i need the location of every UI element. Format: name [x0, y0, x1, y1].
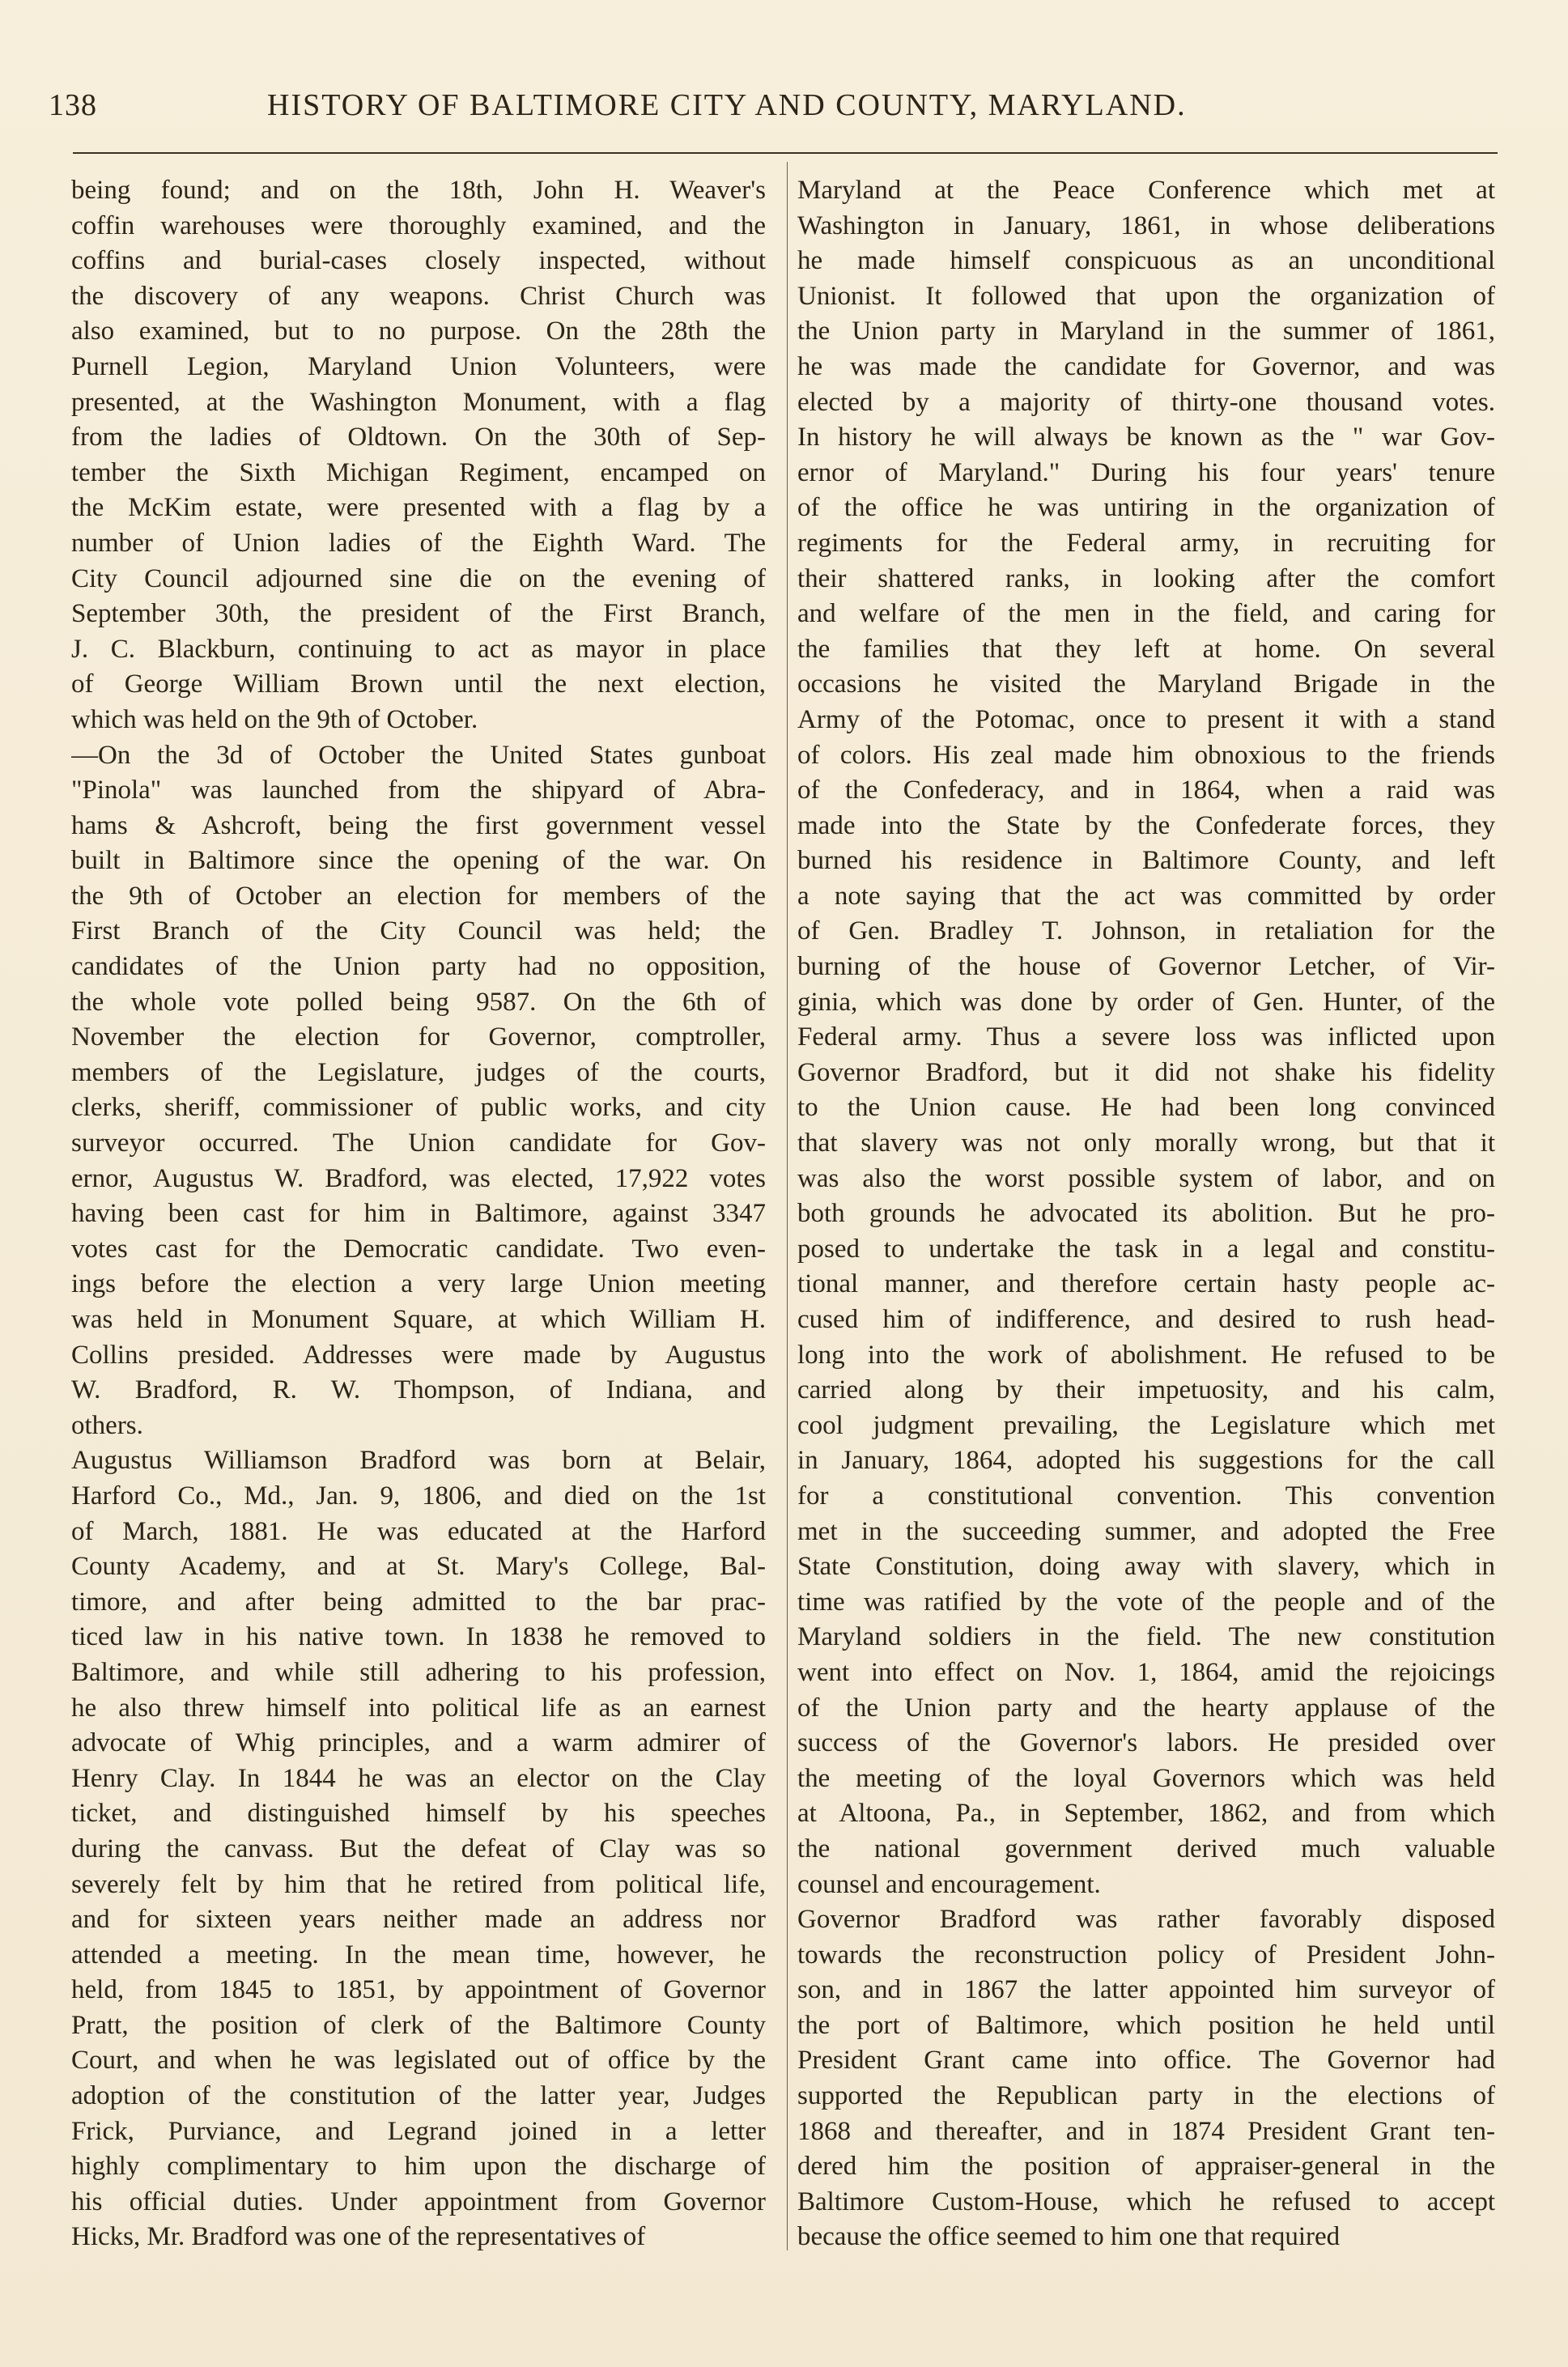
text-line: having been cast for him in Baltimore, against 3347	[71, 1199, 766, 1229]
text-line: clerks, sheriff, commissioner of public works, and city	[71, 1093, 766, 1123]
text-line: of colors. His zeal made him obnoxious to the friends	[797, 740, 1495, 770]
text-line: he made himself conspicuous as an unconditional	[797, 246, 1495, 276]
text-line: met in the succeeding summer, and adopted the Free	[797, 1516, 1495, 1546]
text-line: Governor Bradford, but it did not shake his fidelity	[797, 1057, 1495, 1087]
text-line: Maryland at the Peace Conference which met at	[797, 176, 1495, 205]
text-line: Federal army. Thus a severe loss was inflicted upon	[797, 1022, 1495, 1052]
text-line: ernor of Maryland." During his four years' tenure	[797, 457, 1495, 487]
text-line: the meeting of the loyal Governors which was held	[797, 1763, 1495, 1793]
text-line: because the office seemed to him one that required	[797, 2222, 1341, 2252]
text-line: adoption of the constitution of the latter year, Judges	[71, 2081, 766, 2111]
text-line: held, from 1845 to 1851, by appointment of Governor	[71, 1975, 766, 2005]
text-line: tember the Sixth Michigan Regiment, encamped on	[71, 457, 766, 487]
text-line: of the office he was untiring in the organization of	[797, 493, 1495, 523]
text-line: Augustus Williamson Bradford was born at Belair,	[71, 1446, 766, 1476]
text-line: President Grant came into office. The Governor had	[797, 2046, 1495, 2076]
text-line: supported the Republican party in the elections of	[797, 2081, 1495, 2111]
text-line: that slavery was not only morally wrong, but that it	[797, 1128, 1495, 1158]
text-line: the Union party in Maryland in the summer of 1861,	[797, 317, 1495, 346]
text-line: State Constitution, doing away with slavery, which in	[797, 1552, 1495, 1582]
text-line: surveyor occurred. The Union candidate for Gov-	[71, 1128, 766, 1158]
text-line: County Academy, and at St. Mary's College, Bal-	[71, 1552, 766, 1582]
text-line: attended a meeting. In the mean time, however, he	[71, 1940, 766, 1970]
text-line: severely felt by him that he retired from political life,	[71, 1869, 766, 1899]
text-line: the McKim estate, were presented with a flag by a	[71, 493, 766, 523]
text-line: long into the work of abolishment. He refused to be	[797, 1340, 1495, 1370]
text-line: ernor, Augustus W. Bradford, was elected, 17,922 votes	[71, 1163, 766, 1193]
text-line: coffins and burial-cases closely inspected, without	[71, 246, 766, 276]
text-line: cool judgment prevailing, the Legislature which met	[797, 1410, 1495, 1440]
running-head	[49, 87, 1506, 136]
text-line: counsel and encouragement.	[797, 1869, 1101, 1899]
text-line: Maryland soldiers in the field. The new constitution	[797, 1622, 1495, 1652]
text-line: the national government derived much valuable	[797, 1834, 1495, 1863]
text-line: tional manner, and therefore certain hasty people ac-	[797, 1269, 1495, 1299]
text-line: ticket, and distinguished himself by his speeches	[71, 1799, 766, 1829]
text-line: ings before the election a very large Union meeting	[71, 1269, 766, 1299]
text-line: both grounds he advocated its abolition. But he pro-	[797, 1199, 1495, 1229]
text-line: regiments for the Federal army, in recruiting for	[797, 528, 1495, 558]
text-line: highly complimentary to him upon the discharge of	[71, 2152, 766, 2182]
text-line: hams & Ashcroft, being the first government vessel	[71, 810, 766, 840]
text-line: success of the Governor's labors. He presided over	[797, 1728, 1495, 1758]
text-line: burned his residence in Baltimore County, and left	[797, 846, 1495, 876]
text-line: Unionist. It followed that upon the organization of	[797, 281, 1495, 311]
text-line: ginia, which was done by order of Gen. Hunter, of the	[797, 987, 1495, 1017]
text-line: son, and in 1867 the latter appointed him surveyor of	[797, 1975, 1495, 2005]
text-line: the whole vote polled being 9587. On the 6th of	[71, 987, 766, 1017]
text-line: Purnell Legion, Maryland Union Volunteers, were	[71, 351, 766, 381]
text-line: he also threw himself into political life as an earnest	[71, 1693, 766, 1723]
text-line: a note saying that the act was committed by order	[797, 881, 1495, 911]
text-line: In history he will always be known as the " war Gov-	[797, 423, 1495, 453]
text-line: at Altoona, Pa., in September, 1862, and from which	[797, 1799, 1495, 1829]
text-line: and welfare of the men in the field, and caring for	[797, 599, 1495, 629]
text-line: elected by a majority of thirty-one thousand votes.	[797, 387, 1495, 417]
text-line: of the Confederacy, and in 1864, when a raid was	[797, 776, 1495, 805]
text-line: Baltimore, and while still adhering to his profession,	[71, 1657, 766, 1687]
text-line: was held in Monument Square, at which William H.	[71, 1305, 766, 1334]
text-line: of March, 1881. He was educated at the Harford	[71, 1516, 766, 1546]
text-line: Henry Clay. In 1844 he was an elector on the Clay	[71, 1763, 766, 1793]
text-line: time was ratified by the vote of the people and of the	[797, 1587, 1495, 1617]
text-line: of Gen. Bradley T. Johnson, in retaliation for the	[797, 916, 1495, 946]
text-line: members of the Legislature, judges of the courts,	[71, 1057, 766, 1087]
text-line: number of Union ladies of the Eighth Ward. The	[71, 528, 766, 558]
text-line: Hicks, Mr. Bradford was one of the representatives of	[71, 2222, 646, 2252]
text-line: during the canvass. But the defeat of Clay was so	[71, 1834, 766, 1863]
text-line: Baltimore Custom-House, which he refused to accept	[797, 2186, 1495, 2216]
text-line: his official duties. Under appointment from Governor	[71, 2186, 766, 2216]
text-line: City Council adjourned sine die on the evening of	[71, 563, 766, 593]
text-line: the families that they left at home. On several	[797, 634, 1495, 664]
text-line: Collins presided. Addresses were made by Augustus	[71, 1340, 766, 1370]
text-line: and for sixteen years neither made an address nor	[71, 1905, 766, 1935]
text-line: from the ladies of Oldtown. On the 30th of Sep-	[71, 423, 766, 453]
text-line: Army of the Potomac, once to present it with a stand	[797, 704, 1495, 734]
text-line: 1868 and thereafter, and in 1874 President Grant ten-	[797, 2116, 1495, 2146]
text-line: occasions he visited the Maryland Brigade in the	[797, 669, 1495, 699]
text-line: posed to undertake the task in a legal and constitu-	[797, 1234, 1495, 1264]
text-line: First Branch of the City Council was held; the	[71, 916, 766, 946]
text-line: Washington in January, 1861, in whose deliberations	[797, 210, 1495, 240]
text-line: went into effect on Nov. 1, 1864, amid the rejoicings	[797, 1657, 1495, 1687]
text-line: others.	[71, 1410, 143, 1440]
text-line: candidates of the Union party had no opposition,	[71, 952, 766, 982]
text-line: Court, and when he was legislated out of office by the	[71, 2046, 766, 2076]
text-line: Harford Co., Md., Jan. 9, 1806, and died on the 1st	[71, 1481, 766, 1511]
text-line: cused him of indifference, and desired to rush head-	[797, 1305, 1495, 1334]
page-number: 138	[49, 88, 97, 122]
column-divider	[787, 162, 788, 2250]
right-column	[797, 173, 1495, 2255]
text-line: the port of Baltimore, which position he held until	[797, 2010, 1495, 2040]
text-line: their shattered ranks, in looking after the comfort	[797, 563, 1495, 593]
text-line: built in Baltimore since the opening of the war. On	[71, 846, 766, 876]
text-line: made into the State by the Confederate forces, they	[797, 810, 1495, 840]
text-line: he was made the candidate for Governor, and was	[797, 351, 1495, 381]
text-line: presented, at the Washington Monument, with a flag	[71, 387, 766, 417]
text-line: in January, 1864, adopted his suggestions for the call	[797, 1446, 1495, 1476]
text-line: carried along by their impetuosity, and his calm,	[797, 1375, 1495, 1405]
text-line: J. C. Blackburn, continuing to act as mayor in place	[71, 634, 766, 664]
text-line: the discovery of any weapons. Christ Church was	[71, 281, 766, 311]
text-line: dered him the position of appraiser-general in the	[797, 2152, 1495, 2182]
text-line: for a constitutional convention. This convention	[797, 1481, 1495, 1511]
text-line: "Pinola" was launched from the shipyard of Abra-	[71, 776, 766, 805]
text-line: was also the worst possible system of labor, and on	[797, 1163, 1495, 1193]
left-column	[71, 173, 766, 2255]
text-line: Governor Bradford was rather favorably disposed	[797, 1905, 1495, 1935]
header-rule	[73, 152, 1498, 154]
text-line: burning of the house of Governor Letcher, of Vir-	[797, 952, 1495, 982]
text-line: ticed law in his native town. In 1838 he removed to	[71, 1622, 766, 1652]
text-line: Pratt, the position of clerk of the Baltimore County	[71, 2010, 766, 2040]
running-title: HISTORY OF BALTIMORE CITY AND COUNTY, MARYLAND.	[267, 88, 1187, 122]
text-line: coffin warehouses were thoroughly examined, and the	[71, 210, 766, 240]
text-line: also examined, but to no purpose. On the 28th the	[71, 317, 766, 346]
text-line: of the Union party and the hearty applause of the	[797, 1693, 1495, 1723]
text-line: to the Union cause. He had been long convinced	[797, 1093, 1495, 1123]
text-line: November the election for Governor, comptroller,	[71, 1022, 766, 1052]
text-line: votes cast for the Democratic candidate. Two even-	[71, 1234, 766, 1264]
text-line: W. Bradford, R. W. Thompson, of Indiana, and	[71, 1375, 766, 1405]
text-line: —On the 3d of October the United States gunboat	[71, 740, 766, 770]
text-line: towards the reconstruction policy of President John-	[797, 1940, 1495, 1970]
text-line: which was held on the 9th of October.	[71, 704, 478, 734]
text-line: of George William Brown until the next election,	[71, 669, 766, 699]
text-line: timore, and after being admitted to the bar prac-	[71, 1587, 766, 1617]
text-line: Frick, Purviance, and Legrand joined in a letter	[71, 2116, 766, 2146]
text-line: being found; and on the 18th, John H. Weaver's	[71, 176, 766, 205]
text-line: September 30th, the president of the First Branch,	[71, 599, 766, 629]
text-line: the 9th of October an election for members of the	[71, 881, 766, 911]
text-line: advocate of Whig principles, and a warm admirer of	[71, 1728, 766, 1758]
